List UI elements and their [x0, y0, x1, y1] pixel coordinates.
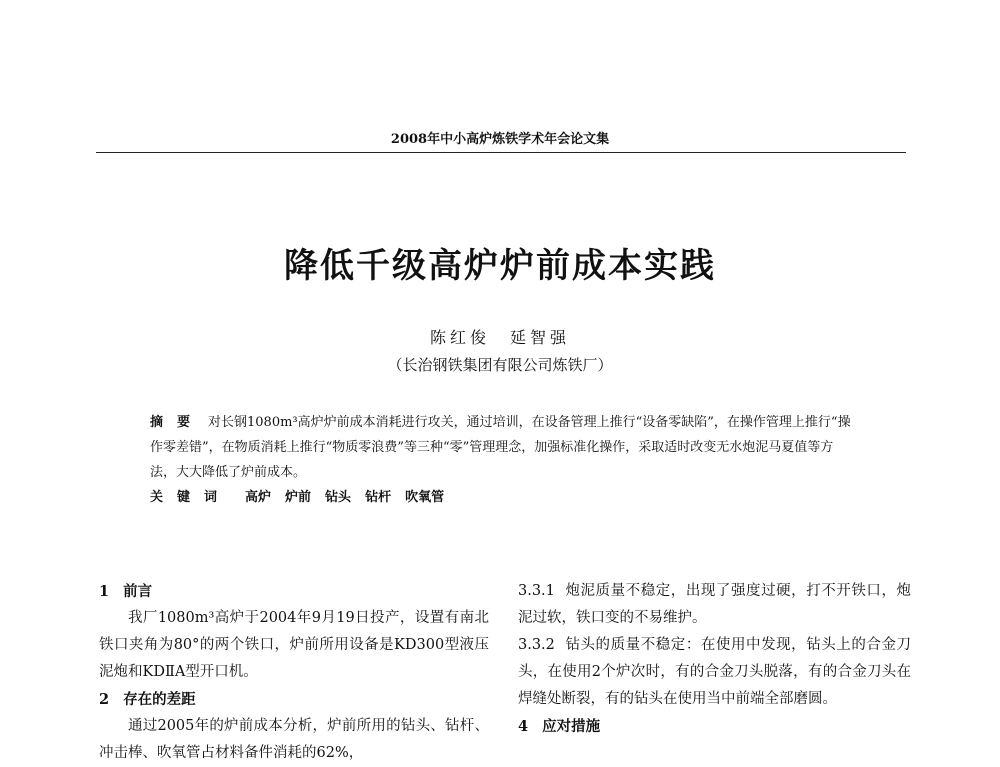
subsection-number: 3.3.2: [518, 637, 555, 653]
abstract-block: [150, 410, 856, 510]
paragraph: 通过2005年的炉前成本分析，炉前所用的钻头、钻杆、冲击棒、吹氧管占材料备件消耗的62%，: [99, 718, 489, 761]
keyword: 高炉: [245, 490, 272, 505]
abstract-label: 摘要: [150, 415, 205, 430]
right-column: [518, 578, 911, 740]
paragraph: [518, 578, 911, 632]
left-column: [99, 578, 489, 767]
abstract-text-block: [150, 410, 856, 485]
section-title: 前言: [123, 583, 153, 600]
paragraph: [518, 632, 911, 713]
keyword: 钻杆: [365, 490, 392, 505]
authors: 陈红俊 延智强: [429, 328, 570, 347]
paragraph: 我厂1080m³高炉于2004年9月19日投产，设置有南北铁口夹角为80°的两个铁口，炉前所用设备是KD300型液压泥炮和KDⅡA型开口机。: [99, 610, 489, 680]
keyword: 吹氧管: [405, 490, 445, 505]
subsection-number: 3.3.1: [518, 583, 555, 599]
keywords-label: 关键词: [150, 490, 232, 505]
section-title: 存在的差距: [123, 691, 196, 708]
paragraph-text: 钻头的质量不稳定：在使用中发现，钻头上的合金刀头，在使用2个炉次时，有的合金刀头脱落，有的合金刀头在焊缝处断裂，有的钻头在使用当中前端全部磨圆。: [518, 637, 911, 707]
section-heading: [99, 578, 489, 605]
affiliation: （长治钢铁集团有限公司炼铁厂）: [387, 356, 613, 374]
paragraph-text: 炮泥质量不稳定，出现了强度过硬，打不开铁口，炮泥过软，铁口变的不易维护。: [518, 583, 911, 626]
paper-title: 降低千级高炉炉前成本实践: [284, 246, 716, 286]
section-heading: [99, 686, 489, 713]
section-number: 1: [99, 583, 110, 600]
abstract-text: 对长钢1080m³高炉炉前成本消耗进行攻关，通过培训，在设备管理上推行“设备零缺陷”，在操作管理上推行“操作零差错”，在物质消耗上推行“物质零浪费”等三种“零”管理理念，加强标准化操作，采取适时改变无水炮泥马夏值等方法，大大降低了炉前成本。: [150, 415, 851, 480]
running-header: 2008年中小高炉炼铁学术年会论文集: [390, 132, 610, 147]
keywords-row: [150, 485, 856, 510]
section-title: 应对措施: [542, 718, 601, 735]
section-heading: [518, 713, 911, 740]
section-number: 2: [99, 691, 110, 708]
header-rule: [96, 152, 906, 153]
keyword: 钻头: [325, 490, 352, 505]
section-number: 4: [518, 718, 529, 735]
keyword: 炉前: [285, 490, 312, 505]
